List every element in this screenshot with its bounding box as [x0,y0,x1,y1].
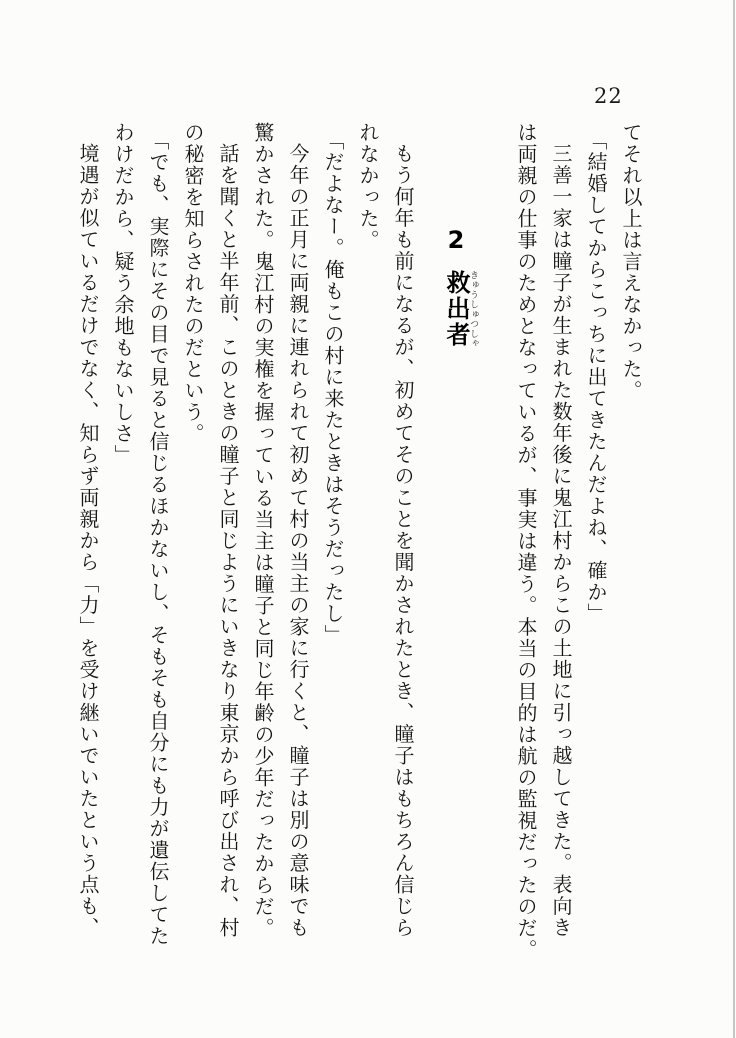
text-column: 「だよなー。俺もこの村に来たときはそうだったし」 [321,130,345,646]
text-column: れなかった。 [356,122,380,251]
text-column: は両親の仕事のためとなっているが、事実は違う。本当の目的は航の監視だったのだ。 [514,122,538,961]
text-column: の秘密を知らされたのだという。 [181,122,205,445]
text-column: てそれ以上は言えなかった。 [619,122,643,402]
text-column: もう何年も前になるが、初めてそのことを聞かされたとき、瞳子はもちろん信じら [391,143,415,939]
text-column: 「でも、実際にその目で見ると信じるほかないし、そもそも自分にも力が遺伝してた [146,130,170,947]
text-column: 話を聞くと半年前、このときの瞳子と同じようにいきなり東京から呼び出され、村 [216,143,240,939]
chapter-number: 2 [442,226,470,256]
text-area [70,122,648,968]
text-column: 今年の正月に両親に連れられて初めて村の当主の家に行くと、瞳子は別の意味でも [286,143,310,939]
text-column: 三善一家は瞳子が生まれた数年後に鬼江村からこの土地に引っ越してきた。表向き [549,143,573,939]
chapter-heading [434,122,478,968]
text-column: 「結婚してからこっちに出てきたんだよね、確か」 [584,130,608,625]
text-column: 驚かされた。鬼江村の実権を握っている当主は瞳子と同じ年齢の少年だったからだ。 [251,122,275,939]
chapter-title-ruby: きゅうしゅつしゃ [468,270,478,348]
page-scan-edge [733,0,735,1038]
text-column: 境遇が似ているだけでなく、知らず両親から「力」を受け継いでいたという点も、 [76,143,100,939]
text-column: わけだから、疑う余地もないしさ」 [111,122,135,466]
chapter-title-text: 救出者 [442,270,470,348]
page-number: 22 [594,84,623,108]
chapter-title [442,270,478,348]
